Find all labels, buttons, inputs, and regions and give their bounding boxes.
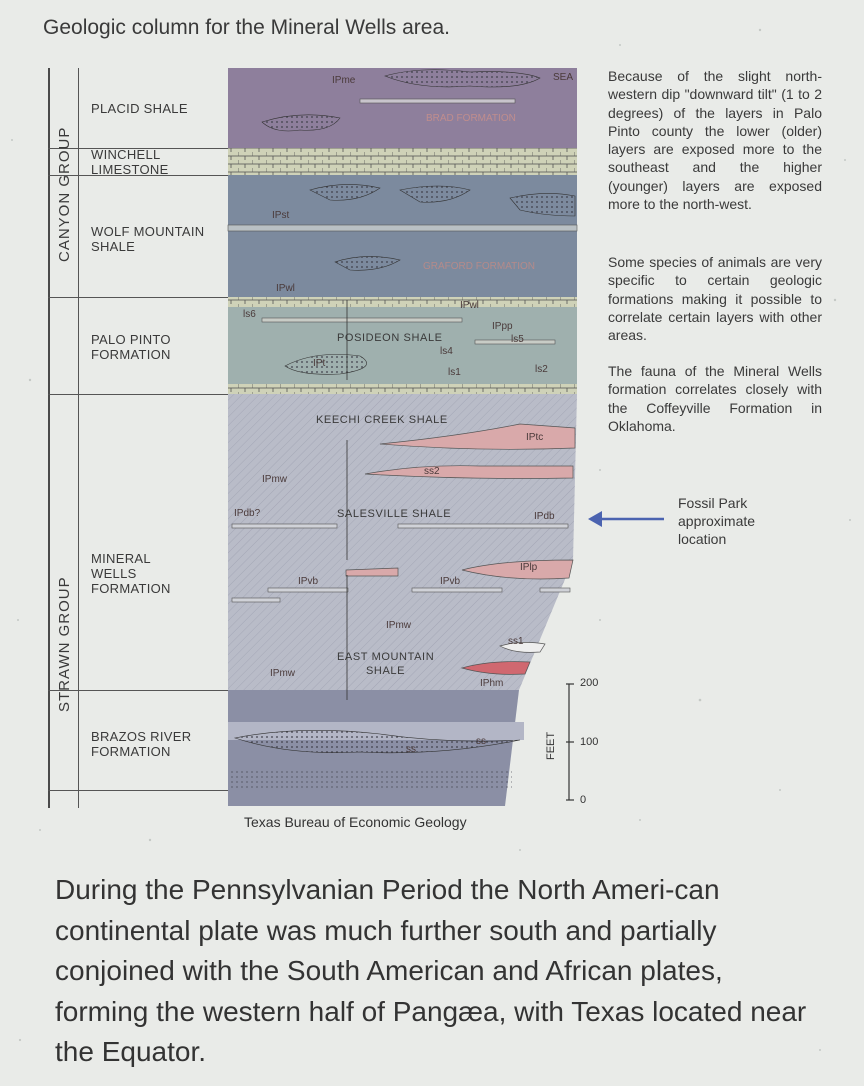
unit-brazos-river-formation: BRAZOS RIVER FORMATION bbox=[91, 729, 192, 759]
label-ipdb-q: IPdb? bbox=[234, 508, 261, 519]
fossil-park-label: Fossil Park approximate location bbox=[678, 495, 756, 547]
label-ss-3: ss bbox=[406, 744, 416, 755]
label-ipt: IPt bbox=[313, 358, 326, 369]
label-ippp: IPpp bbox=[492, 321, 513, 332]
canyon-group-label: CANYON GROUP bbox=[56, 126, 73, 262]
side-text-dip: Because of the slight north-western dip "downward tilt" (1 to 2 degrees) of the layers in Palo Pinto county the lower (older) layers are exposed more to the southeast and the higher (younger) layers are exposed more to the north-west. bbox=[608, 68, 822, 213]
label-iplp: IPlp bbox=[520, 562, 538, 573]
scale-tick-200: 200 bbox=[580, 677, 599, 689]
label-ipvb-2: IPvb bbox=[440, 576, 461, 587]
label-ss1: ss1 bbox=[508, 636, 524, 647]
brazos-dotted-layer bbox=[228, 770, 512, 788]
label-ls5: ls5 bbox=[511, 334, 524, 345]
label-keechi-creek-shale: KEECHI CREEK SHALE bbox=[316, 414, 448, 426]
label-graford-formation: GRAFORD FORMATION bbox=[423, 261, 536, 272]
ls-bed bbox=[228, 297, 577, 307]
label-shale: SHALE bbox=[366, 665, 406, 677]
label-east-mountain: EAST MOUNTAIN bbox=[337, 651, 435, 663]
label-iphm: IPhm bbox=[480, 678, 504, 689]
label-ipwl-1: IPwl bbox=[276, 283, 295, 294]
label-ls4: ls4 bbox=[440, 346, 453, 357]
label-ls6: ls6 bbox=[243, 309, 256, 320]
side-text-fauna: The fauna of the Mineral Wells formation correlates closely with the Coffeyville Formation in Oklahoma. bbox=[608, 363, 822, 434]
label-posideon-shale: POSIDEON SHALE bbox=[337, 332, 443, 344]
ls-bed bbox=[540, 588, 570, 592]
label-ipme: IPme bbox=[332, 75, 356, 86]
ls-bed bbox=[268, 588, 348, 592]
label-ipmw-1: IPmw bbox=[262, 474, 287, 485]
ls-bed bbox=[412, 588, 502, 592]
scale-tick-100: 100 bbox=[580, 736, 599, 748]
label-ipdb: IPdb bbox=[534, 511, 555, 522]
label-ipmw-2: IPmw bbox=[386, 620, 411, 631]
source-credit: Texas Bureau of Economic Geology bbox=[244, 814, 467, 830]
ls-bed bbox=[232, 598, 280, 602]
pangaea-caption: During the Pennsylvanian Period the North Ameri-can continental plate was much further south and partially conjoined with the South American and African plates, forming the western half of Pangæa, with Texas located near the Equator. bbox=[55, 874, 807, 1067]
ls-bed bbox=[262, 318, 462, 322]
label-salesville-shale: SALESVILLE SHALE bbox=[337, 508, 452, 520]
ls-bed bbox=[228, 225, 577, 231]
label-ls1: ls1 bbox=[448, 367, 461, 378]
label-ls2: ls2 bbox=[535, 364, 548, 375]
label-ipmw-3: IPmw bbox=[270, 668, 295, 679]
page-title: Geologic column for the Mineral Wells area. bbox=[43, 16, 450, 39]
ls-bed bbox=[360, 99, 515, 103]
label-ss2: ss2 bbox=[424, 466, 440, 477]
label-ipvb-1: IPvb bbox=[298, 576, 319, 587]
unit-mineral-wells-formation: MINERAL WELLS FORMATION bbox=[91, 551, 171, 596]
ls-bed bbox=[228, 384, 577, 394]
winchell-limestone-band bbox=[228, 148, 577, 175]
unit-winchell-limestone: WINCHELL LIMESTONE bbox=[91, 147, 169, 177]
side-text-species: Some species of animals are very specific to certain geologic formations making it possible to correlate certain layers with other areas. bbox=[608, 254, 822, 344]
label-ss-4: ss bbox=[476, 736, 486, 747]
strawn-group-label: STRAWN GROUP bbox=[56, 576, 73, 712]
label-brad-formation: BRAD FORMATION bbox=[426, 113, 516, 124]
label-iptc: IPtc bbox=[526, 432, 544, 443]
ls-bed bbox=[232, 524, 337, 528]
ls-bed bbox=[398, 524, 568, 528]
unit-placid-shale: PLACID SHALE bbox=[91, 101, 188, 116]
wolf-mountain-shale-band bbox=[228, 175, 577, 297]
unit-palo-pinto-formation: PALO PINTO FORMATION bbox=[91, 332, 171, 362]
unit-wolf-mountain-shale: WOLF MOUNTAIN SHALE bbox=[91, 224, 205, 254]
scale-tick-0: 0 bbox=[580, 794, 587, 806]
palo-pinto-band bbox=[228, 297, 577, 394]
label-sea: SEA bbox=[553, 72, 574, 83]
scale-feet-label: FEET bbox=[545, 731, 557, 760]
label-ipwl-2: IPwl bbox=[460, 300, 479, 311]
label-ipst: IPst bbox=[272, 210, 290, 221]
fossil-park-arrowhead bbox=[588, 511, 602, 527]
